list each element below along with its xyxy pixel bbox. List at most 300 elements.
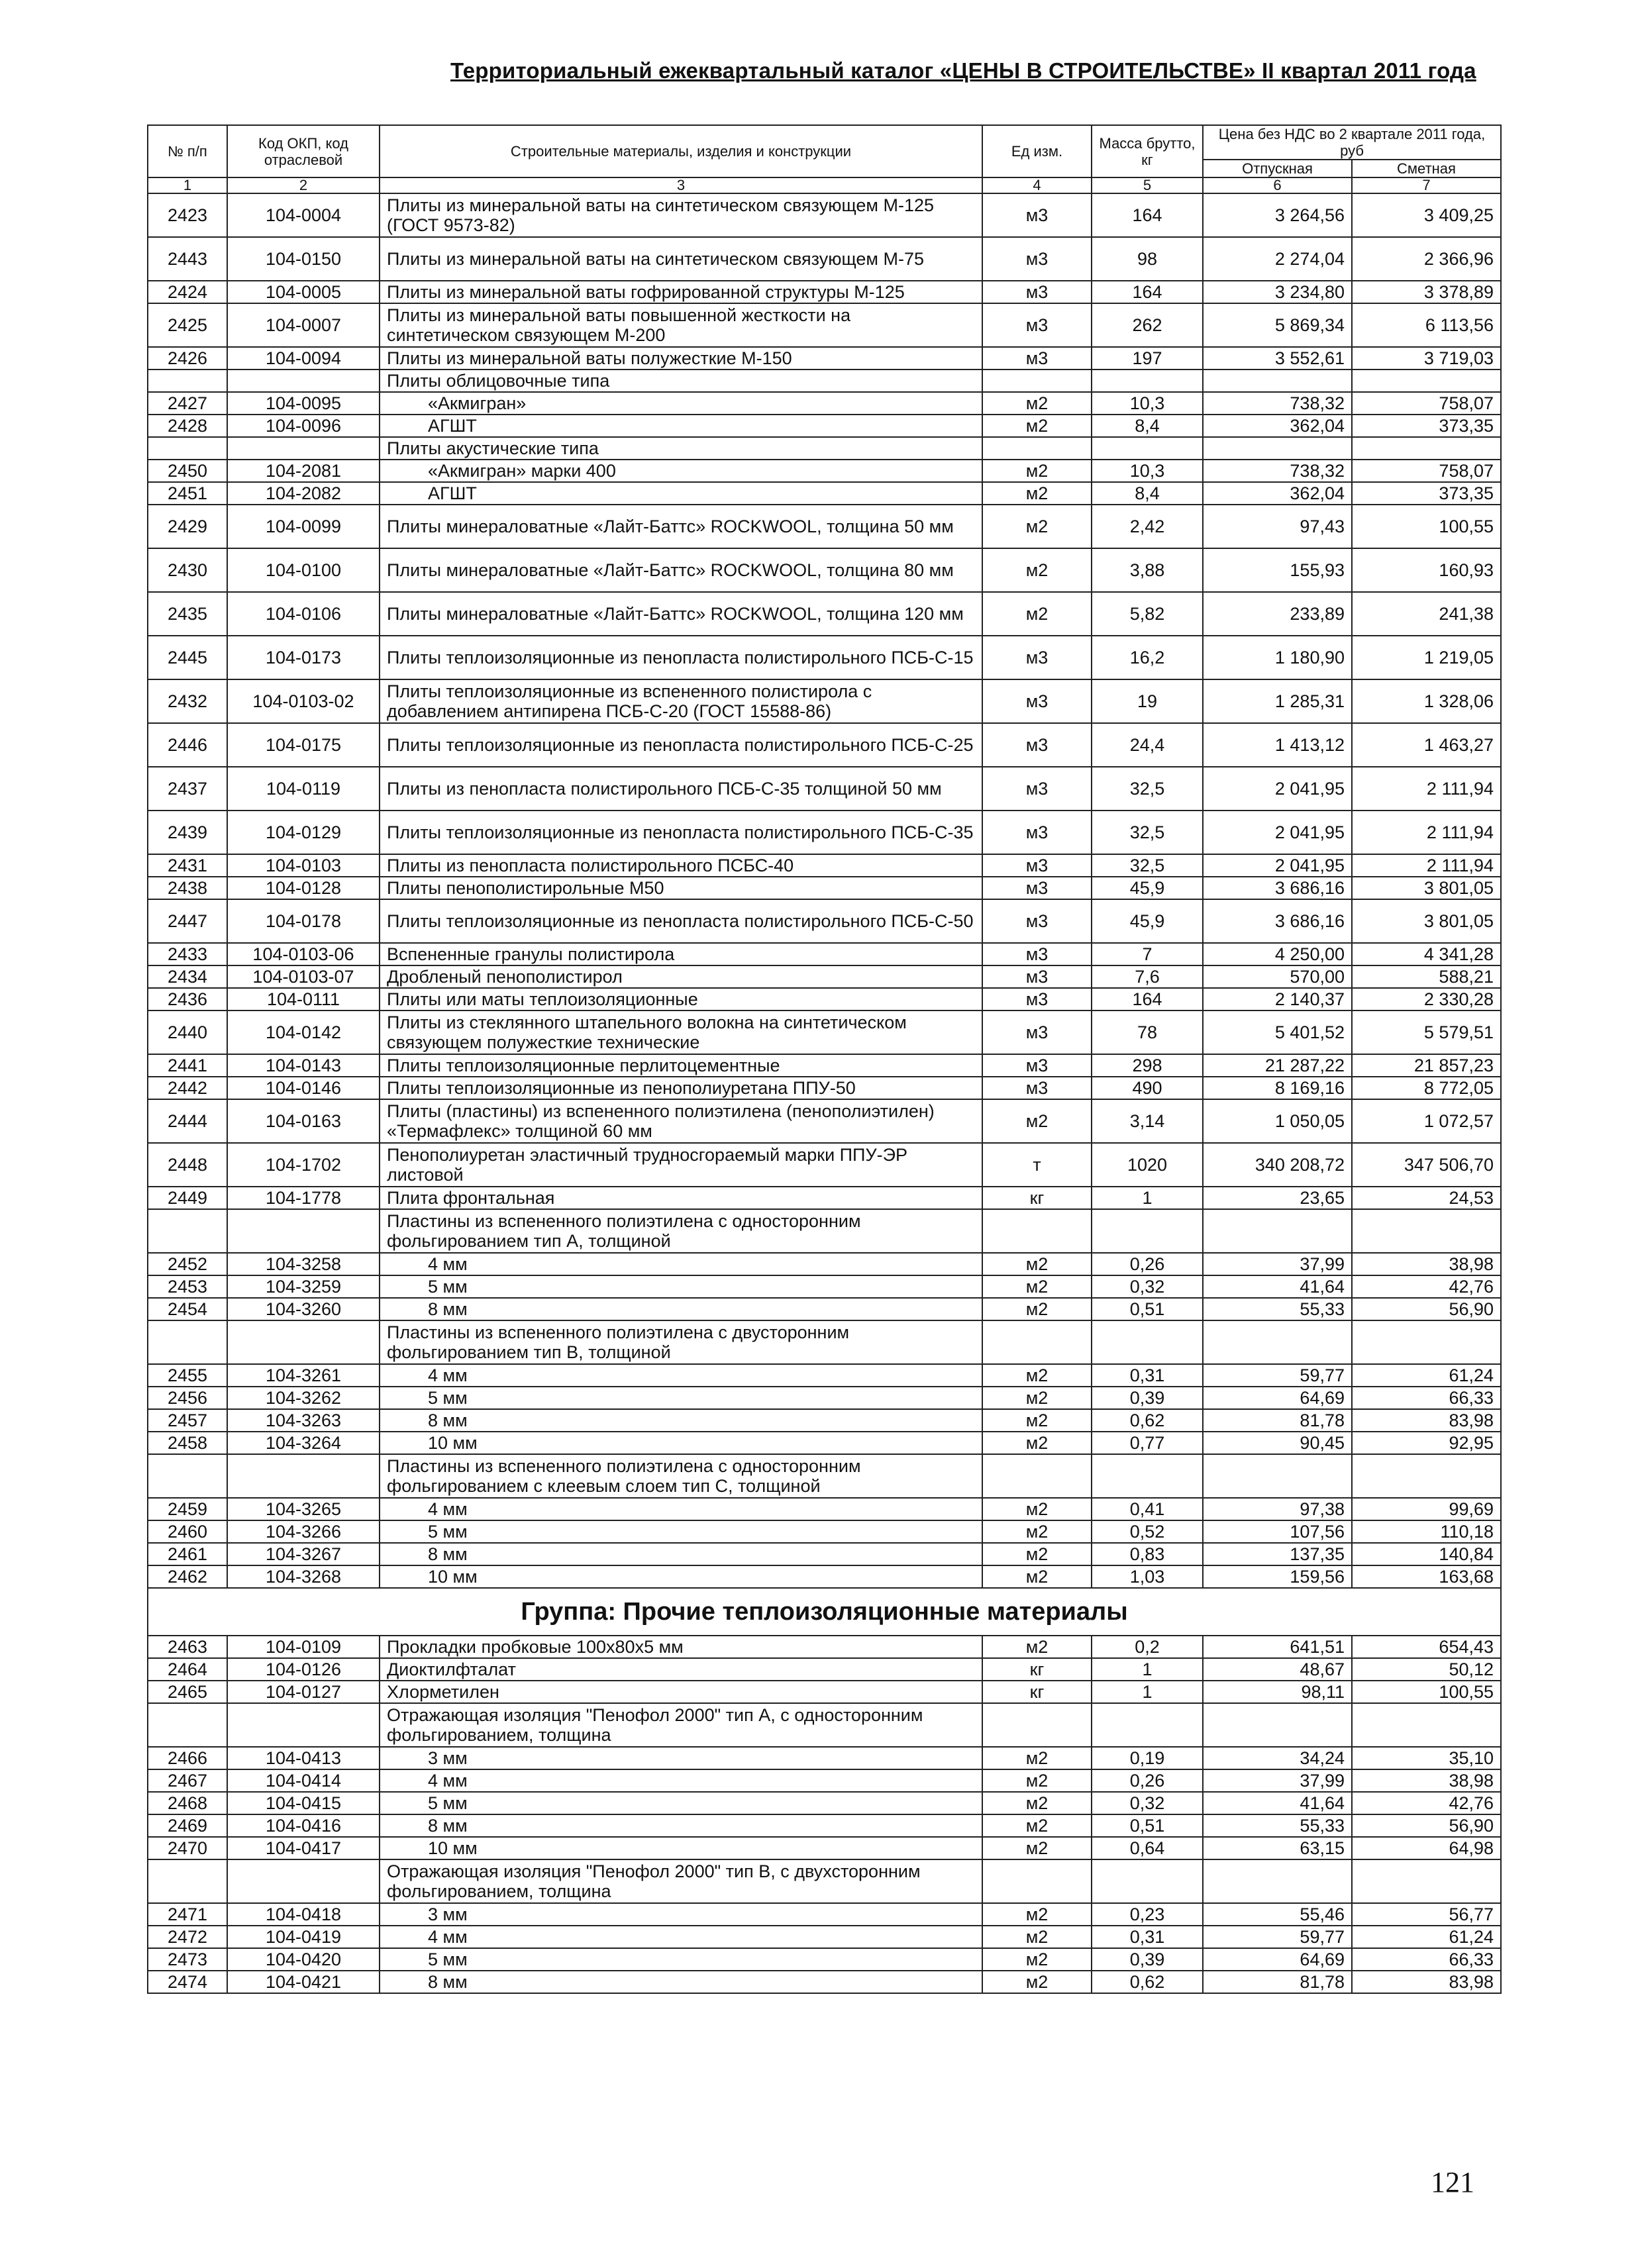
row-price [1203, 1320, 1352, 1364]
row-price: 59,77 [1203, 1926, 1352, 1948]
row-num [148, 437, 227, 460]
row-num [148, 1320, 227, 1364]
row-code: 104-0143 [227, 1054, 380, 1077]
row-mass: 7,6 [1092, 965, 1203, 988]
table-row [148, 767, 1501, 811]
row-unit [982, 1454, 1092, 1498]
row-num: 2439 [148, 811, 227, 854]
row-estimate: 3 378,89 [1352, 281, 1501, 303]
row-mass: 0,51 [1092, 1298, 1203, 1320]
row-code: 104-0419 [227, 1926, 380, 1948]
row-unit [982, 1859, 1092, 1903]
row-unit: м2 [982, 415, 1092, 437]
row-code: 104-0414 [227, 1769, 380, 1792]
row-name: Плиты из минеральной ваты полужесткие М-150 [380, 347, 982, 370]
table-row [148, 854, 1501, 877]
row-num: 2462 [148, 1565, 227, 1588]
row-estimate [1352, 1209, 1501, 1253]
row-price: 2 041,95 [1203, 767, 1352, 811]
row-num: 2454 [148, 1298, 227, 1320]
row-code: 104-0142 [227, 1011, 380, 1054]
row-unit: м3 [982, 1077, 1092, 1099]
row-unit: м2 [982, 548, 1092, 592]
row-name: Плиты минераловатные «Лайт-Баттс» ROCKWOOL, толщина 50 мм [380, 505, 982, 548]
table-row [148, 1209, 1501, 1253]
row-name: Плиты из минеральной ваты повышенной жесткости на синтетическом связующем М-200 [380, 303, 982, 347]
row-unit: м2 [982, 1275, 1092, 1298]
row-price: 159,56 [1203, 1565, 1352, 1588]
row-estimate: 758,07 [1352, 460, 1501, 482]
row-estimate [1352, 1320, 1501, 1364]
row-name: Плиты из минеральной ваты на синтетическом связующем М-125 (ГОСТ 9573-82) [380, 193, 982, 237]
row-unit: м2 [982, 505, 1092, 548]
row-mass: 3,88 [1092, 548, 1203, 592]
row-price: 340 208,72 [1203, 1143, 1352, 1187]
row-mass: 0,2 [1092, 1636, 1203, 1658]
table-row [148, 1926, 1501, 1948]
row-code: 104-0127 [227, 1681, 380, 1703]
row-code [227, 1320, 380, 1364]
row-num: 2474 [148, 1971, 227, 1993]
row-price: 2 041,95 [1203, 854, 1352, 877]
row-price: 738,32 [1203, 392, 1352, 415]
row-unit: кг [982, 1681, 1092, 1703]
row-unit: кг [982, 1187, 1092, 1209]
row-mass: 0,26 [1092, 1769, 1203, 1792]
row-num: 2473 [148, 1948, 227, 1971]
row-code: 104-0175 [227, 723, 380, 767]
row-name: 5 мм [380, 1520, 982, 1543]
row-name: Плиты теплоизоляционные из пенопласта полистирольного ПСБ-С-50 [380, 899, 982, 943]
col-header-code: Код ОКП, код отраслевой [227, 125, 380, 177]
row-unit: м2 [982, 1747, 1092, 1769]
row-unit: м2 [982, 460, 1092, 482]
row-num: 2444 [148, 1099, 227, 1143]
row-code [227, 1454, 380, 1498]
table-row [148, 1658, 1501, 1681]
row-name: Плиты теплоизоляционные из пенопласта полистирольного ПСБ-С-15 [380, 636, 982, 679]
row-estimate: 100,55 [1352, 1681, 1501, 1703]
row-name: 10 мм [380, 1565, 982, 1588]
row-code: 104-0100 [227, 548, 380, 592]
row-price: 3 264,56 [1203, 193, 1352, 237]
row-code: 104-0129 [227, 811, 380, 854]
row-estimate: 588,21 [1352, 965, 1501, 988]
col-header-mass: Масса брутто, кг [1092, 125, 1203, 177]
row-estimate [1352, 370, 1501, 392]
row-price: 4 250,00 [1203, 943, 1352, 965]
row-num: 2436 [148, 988, 227, 1011]
column-number: 4 [982, 177, 1092, 193]
row-unit: м3 [982, 303, 1092, 347]
row-estimate: 654,43 [1352, 1636, 1501, 1658]
row-unit: м2 [982, 1520, 1092, 1543]
row-name: 5 мм [380, 1387, 982, 1409]
row-name: Плиты облицовочные типа [380, 370, 982, 392]
row-code: 104-0413 [227, 1747, 380, 1769]
row-code: 104-0099 [227, 505, 380, 548]
row-price: 1 180,90 [1203, 636, 1352, 679]
table-row [148, 437, 1501, 460]
col-header-price-group: Цена без НДС во 2 квартале 2011 года, руб [1203, 125, 1501, 160]
row-mass: 16,2 [1092, 636, 1203, 679]
row-mass: 45,9 [1092, 877, 1203, 899]
row-num: 2430 [148, 548, 227, 592]
row-mass: 298 [1092, 1054, 1203, 1077]
table-row [148, 1187, 1501, 1209]
row-estimate: 24,53 [1352, 1187, 1501, 1209]
row-mass [1092, 1320, 1203, 1364]
row-name: Плиты теплоизоляционные из вспененного полистирола с добавлением антипирена ПСБ-С-20 (ГОСТ 15588-86) [380, 679, 982, 723]
row-price: 362,04 [1203, 482, 1352, 505]
row-num: 2435 [148, 592, 227, 636]
row-price: 97,43 [1203, 505, 1352, 548]
row-mass [1092, 437, 1203, 460]
row-unit [982, 437, 1092, 460]
row-unit [982, 1320, 1092, 1364]
row-code: 104-0415 [227, 1792, 380, 1814]
row-num: 2470 [148, 1837, 227, 1859]
row-code: 104-0417 [227, 1837, 380, 1859]
row-unit: м3 [982, 636, 1092, 679]
price-table [147, 124, 1502, 1994]
row-code: 104-3263 [227, 1409, 380, 1432]
row-name: Плиты из минеральной ваты на синтетическом связующем М-75 [380, 237, 982, 281]
row-name: Плиты пенополистирольные М50 [380, 877, 982, 899]
row-name: Дробленый пенополистирол [380, 965, 982, 988]
table-row [148, 1859, 1501, 1903]
row-num: 2449 [148, 1187, 227, 1209]
row-unit: м2 [982, 1298, 1092, 1320]
row-num: 2438 [148, 877, 227, 899]
row-unit: м3 [982, 943, 1092, 965]
row-estimate: 92,95 [1352, 1432, 1501, 1454]
row-price: 37,99 [1203, 1769, 1352, 1792]
row-price: 1 050,05 [1203, 1099, 1352, 1143]
row-num: 2450 [148, 460, 227, 482]
row-mass: 0,64 [1092, 1837, 1203, 1859]
row-price: 55,33 [1203, 1814, 1352, 1837]
row-unit: м2 [982, 482, 1092, 505]
row-num: 2467 [148, 1769, 227, 1792]
row-price: 41,64 [1203, 1792, 1352, 1814]
row-unit: м3 [982, 679, 1092, 723]
row-price: 107,56 [1203, 1520, 1352, 1543]
table-row [148, 303, 1501, 347]
row-unit: м2 [982, 392, 1092, 415]
row-unit: м2 [982, 1543, 1092, 1565]
row-unit [982, 1209, 1092, 1253]
row-price: 55,46 [1203, 1903, 1352, 1926]
row-mass: 262 [1092, 303, 1203, 347]
row-mass [1092, 1859, 1203, 1903]
row-mass: 98 [1092, 237, 1203, 281]
table-row [148, 1409, 1501, 1432]
row-mass: 0,51 [1092, 1814, 1203, 1837]
table-row [148, 988, 1501, 1011]
row-unit: м2 [982, 1971, 1092, 1993]
row-estimate: 2 111,94 [1352, 854, 1501, 877]
column-number: 6 [1203, 177, 1352, 193]
column-number-row [148, 177, 1501, 193]
column-number: 2 [227, 177, 380, 193]
table-row [148, 943, 1501, 965]
row-price: 37,99 [1203, 1253, 1352, 1275]
row-estimate [1352, 1454, 1501, 1498]
table-row [148, 1636, 1501, 1658]
table-row [148, 347, 1501, 370]
row-name: Плиты из пенопласта полистирольного ПСБС-40 [380, 854, 982, 877]
row-unit [982, 370, 1092, 392]
table-row [148, 1454, 1501, 1498]
row-name: Пенополиуретан эластичный трудносгораемый марки ППУ-ЭР листовой [380, 1143, 982, 1187]
table-row [148, 505, 1501, 548]
row-unit: м2 [982, 1837, 1092, 1859]
row-unit: м2 [982, 1253, 1092, 1275]
row-mass: 0,23 [1092, 1903, 1203, 1926]
row-estimate: 2 111,94 [1352, 767, 1501, 811]
row-mass: 0,39 [1092, 1387, 1203, 1409]
row-num: 2458 [148, 1432, 227, 1454]
row-code: 104-0103-06 [227, 943, 380, 965]
col-header-num: № п/п [148, 125, 227, 177]
table-row [148, 193, 1501, 237]
row-price: 1 413,12 [1203, 723, 1352, 767]
table-row [148, 811, 1501, 854]
row-code: 104-1778 [227, 1187, 380, 1209]
row-name: 5 мм [380, 1275, 982, 1298]
row-estimate [1352, 437, 1501, 460]
row-estimate: 38,98 [1352, 1253, 1501, 1275]
table-row [148, 1948, 1501, 1971]
row-code: 104-0005 [227, 281, 380, 303]
row-unit: т [982, 1143, 1092, 1187]
row-mass: 0,62 [1092, 1971, 1203, 1993]
col-header-name: Строительные материалы, изделия и конструкции [380, 125, 982, 177]
row-estimate [1352, 1859, 1501, 1903]
row-price: 98,11 [1203, 1681, 1352, 1703]
row-mass: 78 [1092, 1011, 1203, 1054]
row-name: Плиты теплоизоляционные из пенопласта полистирольного ПСБ-С-35 [380, 811, 982, 854]
row-unit: м2 [982, 1948, 1092, 1971]
row-unit: кг [982, 1658, 1092, 1681]
row-num: 2445 [148, 636, 227, 679]
row-code: 104-0146 [227, 1077, 380, 1099]
row-num: 2459 [148, 1498, 227, 1520]
row-estimate [1352, 1703, 1501, 1747]
row-estimate: 2 330,28 [1352, 988, 1501, 1011]
row-estimate: 61,24 [1352, 1364, 1501, 1387]
table-row [148, 1681, 1501, 1703]
row-estimate: 347 506,70 [1352, 1143, 1501, 1187]
column-number: 5 [1092, 177, 1203, 193]
row-unit: м3 [982, 347, 1092, 370]
row-price: 2 140,37 [1203, 988, 1352, 1011]
row-name: 10 мм [380, 1837, 982, 1859]
row-code: 104-1702 [227, 1143, 380, 1187]
row-price: 64,69 [1203, 1948, 1352, 1971]
row-num: 2460 [148, 1520, 227, 1543]
row-mass: 0,83 [1092, 1543, 1203, 1565]
row-estimate: 1 072,57 [1352, 1099, 1501, 1143]
row-estimate: 66,33 [1352, 1387, 1501, 1409]
row-price: 64,69 [1203, 1387, 1352, 1409]
row-estimate: 6 113,56 [1352, 303, 1501, 347]
row-name: Диоктилфталат [380, 1658, 982, 1681]
row-unit: м2 [982, 1099, 1092, 1143]
row-name: Плиты теплоизоляционные из пенопласта полистирольного ПСБ-С-25 [380, 723, 982, 767]
row-mass: 0,39 [1092, 1948, 1203, 1971]
row-code: 104-3268 [227, 1565, 380, 1588]
row-unit: м2 [982, 1769, 1092, 1792]
column-number: 1 [148, 177, 227, 193]
row-num: 2431 [148, 854, 227, 877]
row-num: 2446 [148, 723, 227, 767]
table-row [148, 1320, 1501, 1364]
row-num [148, 1454, 227, 1498]
row-name: Отражающая изоляция "Пенофол 2000" тип А, с односторонним фольгированием, толщина [380, 1703, 982, 1747]
row-price: 362,04 [1203, 415, 1352, 437]
row-estimate: 373,35 [1352, 482, 1501, 505]
row-code: 104-0178 [227, 899, 380, 943]
page-header: Территориальный ежеквартальный каталог «ЦЕНЫ В СТРОИТЕЛЬСТВЕ» II квартал 2011 года [450, 58, 1476, 83]
row-unit: м3 [982, 237, 1092, 281]
row-price: 641,51 [1203, 1636, 1352, 1658]
row-estimate: 83,98 [1352, 1409, 1501, 1432]
row-name: Плиты из минеральной ваты гофрированной структуры М-125 [380, 281, 982, 303]
row-price: 23,65 [1203, 1187, 1352, 1209]
table-row [148, 392, 1501, 415]
row-num: 2437 [148, 767, 227, 811]
row-unit: м3 [982, 965, 1092, 988]
table-row [148, 1253, 1501, 1275]
row-unit: м3 [982, 723, 1092, 767]
row-name: 4 мм [380, 1926, 982, 1948]
row-estimate: 3 719,03 [1352, 347, 1501, 370]
row-price: 137,35 [1203, 1543, 1352, 1565]
row-unit: м3 [982, 854, 1092, 877]
row-num: 2451 [148, 482, 227, 505]
table-row [148, 1099, 1501, 1143]
table-row [148, 1054, 1501, 1077]
row-code: 104-0416 [227, 1814, 380, 1837]
row-estimate: 99,69 [1352, 1498, 1501, 1520]
row-name: Плиты акустические типа [380, 437, 982, 460]
row-num [148, 370, 227, 392]
row-code [227, 1209, 380, 1253]
row-code: 104-0111 [227, 988, 380, 1011]
row-num: 2448 [148, 1143, 227, 1187]
row-name: Плиты теплоизоляционные перлитоцементные [380, 1054, 982, 1077]
table-row [148, 1364, 1501, 1387]
row-name: Плиты минераловатные «Лайт-Баттс» ROCKWOOL, толщина 120 мм [380, 592, 982, 636]
row-num: 2442 [148, 1077, 227, 1099]
row-num: 2441 [148, 1054, 227, 1077]
table-row [148, 1077, 1501, 1099]
table-row [148, 636, 1501, 679]
row-name: 5 мм [380, 1948, 982, 1971]
table-row [148, 415, 1501, 437]
table-row [148, 1143, 1501, 1187]
row-price: 63,15 [1203, 1837, 1352, 1859]
row-mass: 490 [1092, 1077, 1203, 1099]
row-name: 8 мм [380, 1543, 982, 1565]
row-num: 2469 [148, 1814, 227, 1837]
row-mass: 1020 [1092, 1143, 1203, 1187]
row-name: 4 мм [380, 1498, 982, 1520]
row-mass: 10,3 [1092, 460, 1203, 482]
row-code: 104-3261 [227, 1364, 380, 1387]
table-row [148, 1432, 1501, 1454]
row-price: 41,64 [1203, 1275, 1352, 1298]
row-code: 104-3266 [227, 1520, 380, 1543]
row-num: 2455 [148, 1364, 227, 1387]
row-num: 2426 [148, 347, 227, 370]
page-number: 121 [1431, 2166, 1474, 2198]
row-mass: 164 [1092, 988, 1203, 1011]
table-row [148, 1747, 1501, 1769]
row-price: 3 686,16 [1203, 899, 1352, 943]
row-num: 2429 [148, 505, 227, 548]
row-unit: м2 [982, 1387, 1092, 1409]
row-price: 3 234,80 [1203, 281, 1352, 303]
row-mass: 1 [1092, 1658, 1203, 1681]
row-price: 5 869,34 [1203, 303, 1352, 347]
row-num: 2457 [148, 1409, 227, 1432]
row-code [227, 1859, 380, 1903]
row-unit [982, 1703, 1092, 1747]
row-code: 104-3260 [227, 1298, 380, 1320]
row-price: 1 285,31 [1203, 679, 1352, 723]
table-row [148, 1814, 1501, 1837]
row-code: 104-0007 [227, 303, 380, 347]
row-num: 2461 [148, 1543, 227, 1565]
row-num: 2433 [148, 943, 227, 965]
row-unit: м3 [982, 767, 1092, 811]
row-estimate: 140,84 [1352, 1543, 1501, 1565]
row-mass: 0,32 [1092, 1275, 1203, 1298]
row-unit: м2 [982, 1636, 1092, 1658]
row-code: 104-0103-07 [227, 965, 380, 988]
row-estimate: 373,35 [1352, 415, 1501, 437]
row-code: 104-0095 [227, 392, 380, 415]
row-name: Плита фронтальная [380, 1187, 982, 1209]
table-row [148, 460, 1501, 482]
col-header-estimate: Сметная [1352, 160, 1501, 177]
row-unit: м3 [982, 1011, 1092, 1054]
row-name: Плиты минераловатные «Лайт-Баттс» ROCKWOOL, толщина 80 мм [380, 548, 982, 592]
row-name: Пластины из вспененного полиэтилена с односторонним фольгированием тип А, толщиной [380, 1209, 982, 1253]
row-estimate: 50,12 [1352, 1658, 1501, 1681]
row-mass: 0,62 [1092, 1409, 1203, 1432]
row-num: 2465 [148, 1681, 227, 1703]
table-row [148, 679, 1501, 723]
row-estimate: 42,76 [1352, 1275, 1501, 1298]
row-unit: м2 [982, 1364, 1092, 1387]
row-num: 2453 [148, 1275, 227, 1298]
row-name: «Акмигран» марки 400 [380, 460, 982, 482]
row-estimate: 3 801,05 [1352, 877, 1501, 899]
row-estimate: 21 857,23 [1352, 1054, 1501, 1077]
row-mass [1092, 1703, 1203, 1747]
row-num [148, 1859, 227, 1903]
table-row [148, 877, 1501, 899]
row-price: 81,78 [1203, 1971, 1352, 1993]
row-name: 3 мм [380, 1903, 982, 1926]
row-price: 2 274,04 [1203, 237, 1352, 281]
table-row [148, 1520, 1501, 1543]
table-row [148, 1543, 1501, 1565]
